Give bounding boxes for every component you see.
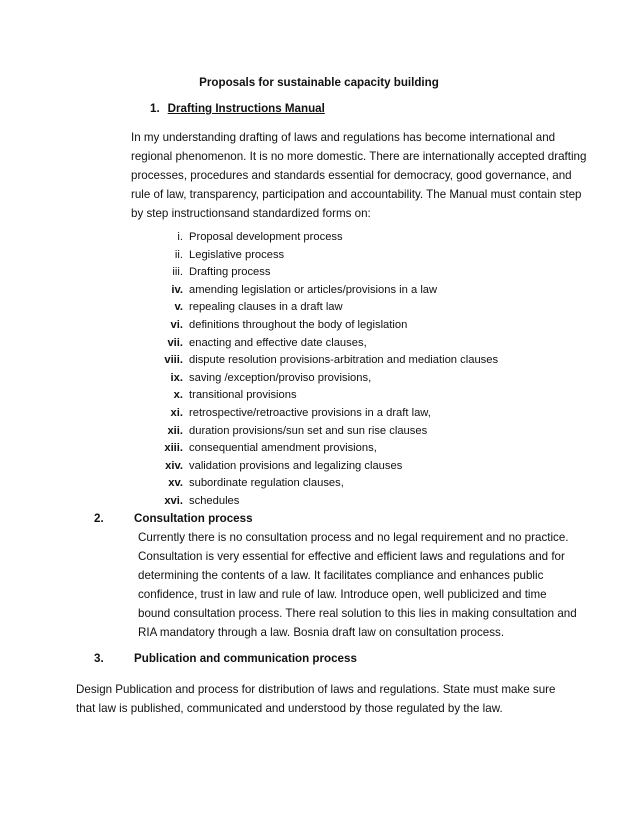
list-item-number: vi. bbox=[170, 318, 183, 331]
list-item-text: dispute resolution provisions-arbitration and mediation clauses bbox=[189, 354, 499, 367]
list-item-number: viii. bbox=[164, 354, 183, 367]
list-item bbox=[0, 282, 638, 300]
list-item bbox=[0, 493, 638, 511]
section-1-heading bbox=[150, 101, 325, 117]
list-item-text: subordinate regulation clauses, bbox=[189, 477, 344, 490]
list-item bbox=[0, 458, 638, 476]
list-item bbox=[0, 335, 638, 353]
list-item bbox=[0, 423, 638, 441]
section-2-number: 2. bbox=[94, 512, 104, 525]
list-item-text: transitional provisions bbox=[189, 389, 297, 402]
list-item-number: xiii. bbox=[164, 442, 183, 455]
list-item-text: consequential amendment provisions, bbox=[189, 442, 377, 455]
list-item-number: i. bbox=[177, 231, 183, 243]
list-item-text: Drafting process bbox=[189, 266, 271, 279]
list-item bbox=[0, 264, 638, 282]
list-item-text: validation provisions and legalizing clauses bbox=[189, 459, 403, 472]
section-2-title: Consultation process bbox=[134, 512, 253, 525]
section-3-paragraph: Design Publication and process for distribution of laws and regulations. State must make sure that law is published, communicated and understood by those regulated by the law. bbox=[76, 683, 556, 715]
list-item-text: repealing clauses in a draft law bbox=[189, 301, 343, 314]
drafting-topics-list bbox=[0, 229, 638, 511]
list-item-number: xv. bbox=[168, 477, 183, 490]
list-item-number: v. bbox=[174, 301, 183, 314]
list-item-text: definitions throughout the body of legislation bbox=[189, 318, 408, 331]
list-item bbox=[0, 317, 638, 335]
list-item-text: amending legislation or articles/provisions in a law bbox=[189, 283, 438, 296]
list-item bbox=[0, 440, 638, 458]
list-item-number: xi. bbox=[170, 406, 183, 419]
list-item-text: enacting and effective date clauses, bbox=[189, 336, 367, 349]
section-3-title: Publication and communication process bbox=[134, 652, 357, 665]
section-2-paragraph: Currently there is no consultation process and no legal requirement and no practice. Consultation is very essential for effective and efficient laws and regulations and for determining the contents of a law. It facilitates compliance and enhances public confidence, trust in law and rule of law. Introduce open, well publicized and time bound consultation process. There real solution to this lies in making consultation and RIA mandatory through a law. Bosnia draft law on consultation process. bbox=[138, 531, 577, 639]
list-item bbox=[0, 475, 638, 493]
list-item bbox=[0, 299, 638, 317]
document-title: Proposals for sustainable capacity building bbox=[199, 76, 439, 89]
list-item bbox=[0, 405, 638, 423]
section-3-number: 3. bbox=[94, 652, 104, 665]
list-item-number: iv. bbox=[171, 283, 183, 296]
list-item bbox=[0, 247, 638, 265]
list-item-number: ii. bbox=[174, 248, 183, 261]
list-item-text: Legislative process bbox=[189, 248, 285, 261]
list-item-number: ix. bbox=[170, 371, 183, 384]
list-item-text: retrospective/retroactive provisions in a draft law, bbox=[189, 406, 431, 419]
list-item bbox=[0, 229, 638, 247]
section-1-title: Drafting Instructions Manual bbox=[167, 102, 325, 115]
list-item-number: x. bbox=[173, 389, 183, 402]
list-item-number: vii. bbox=[167, 336, 183, 349]
list-item-number: xii. bbox=[167, 424, 183, 437]
section-1-number: 1. bbox=[150, 102, 160, 115]
list-item-number: iii. bbox=[172, 266, 183, 279]
list-item-number: xvi. bbox=[164, 494, 183, 507]
list-item-number: xiv. bbox=[165, 459, 183, 472]
list-item-text: saving /exception/proviso provisions, bbox=[189, 371, 372, 384]
section-1-paragraph: In my understanding drafting of laws and regulations has become international and regional phenomenon. It is no more domestic. There are internationally accepted drafting processes, procedures and standards essential for democracy, good governance, and rule of law, transparency, participation and accountability. The Manual must contain step by step instructionsand standardized forms on: bbox=[131, 131, 587, 220]
list-item-text: duration provisions/sun set and sun rise clauses bbox=[189, 424, 428, 437]
list-item bbox=[0, 387, 638, 405]
list-item bbox=[0, 370, 638, 388]
list-item-text: Proposal development process bbox=[189, 231, 343, 243]
list-item bbox=[0, 352, 638, 370]
list-item-text: schedules bbox=[189, 494, 240, 507]
